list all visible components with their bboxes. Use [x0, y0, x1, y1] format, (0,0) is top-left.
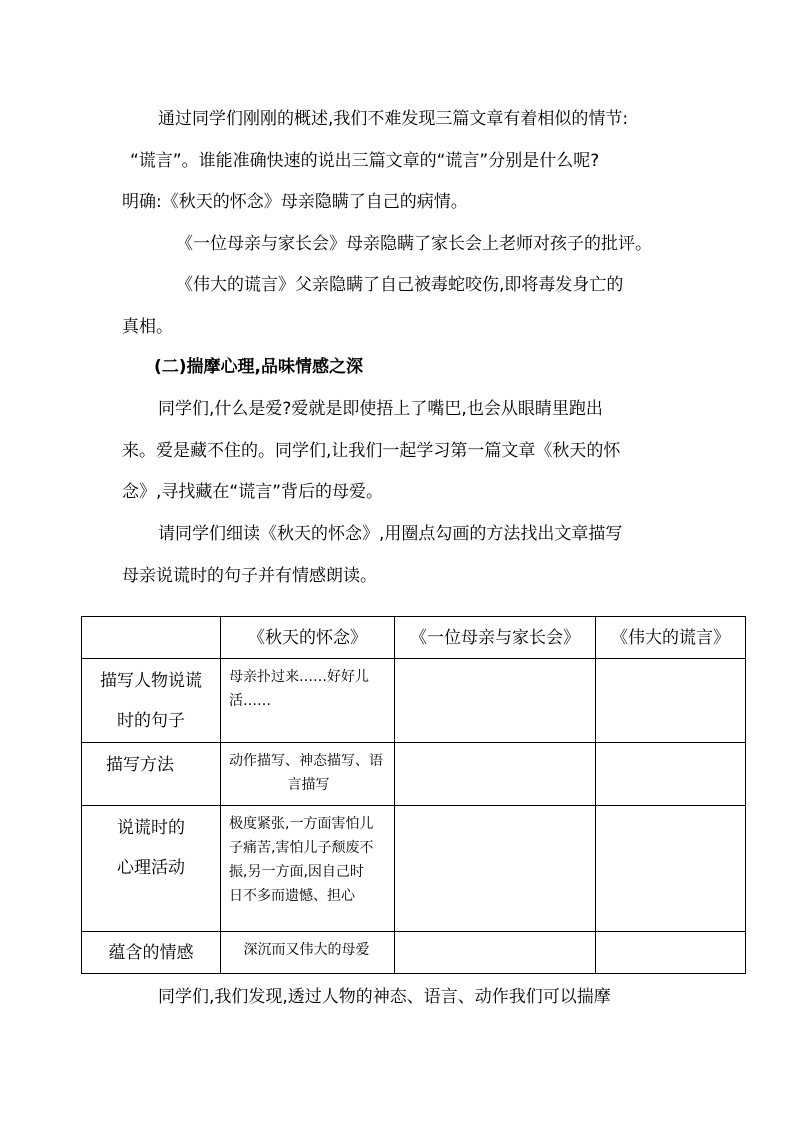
- paragraph-line: 通过同学们刚刚的概述,我们不难发现三篇文章有着相似的情节:: [158, 109, 629, 129]
- cell-line: 振,另一方面,因自己时: [229, 864, 364, 880]
- paragraph-line: “谎言”。谁能准确快速的说出三篇文章的“谎言”分别是什么呢?: [130, 151, 600, 171]
- cell-line: 子痛苦,害怕儿子颓废不: [229, 840, 374, 856]
- table-row: [82, 743, 746, 806]
- table-cell-empty: [395, 659, 596, 743]
- table-cell-empty: [596, 932, 746, 974]
- paragraph-line: 请同学们细读《秋天的怀念》,用圈点勾画的方法找出文章描写: [158, 524, 623, 544]
- table-row: [82, 932, 746, 974]
- cell-line: 活……: [229, 693, 271, 709]
- answer-line: 《一位母亲与家长会》母亲隐瞒了家长会上老师对孩子的批评。: [176, 234, 652, 254]
- table-header-cell: 《伟大的谎言》: [596, 617, 746, 659]
- cell-line: 极度紧张,一方面害怕儿: [229, 816, 374, 832]
- table-cell-empty: [596, 659, 746, 743]
- row-label: [82, 743, 221, 806]
- table-cell: [221, 743, 395, 806]
- row-label: [82, 659, 221, 743]
- answer-line: 《伟大的谎言》父亲隐瞒了自己被毒蛇咬伤,即将毒发身亡的: [176, 275, 624, 295]
- answer-line: 真相。: [122, 317, 173, 337]
- row-label-line: 蕴含的情感: [108, 943, 194, 963]
- paragraph-line: 来。爱是藏不住的。同学们,让我们一起学习第一篇文章《秋天的怀: [122, 441, 621, 461]
- table-cell-empty: [395, 806, 596, 932]
- row-label-line: 描写方法: [106, 755, 174, 775]
- table-cell-empty: [395, 743, 596, 806]
- cell-line: 动作描写、神态描写、语: [229, 753, 383, 769]
- table-row: [82, 659, 746, 743]
- table-header-cell: 《秋天的怀念》: [221, 617, 395, 659]
- paragraph-line: 同学们,什么是爱?爱就是即使捂上了嘴巴,也会从眼睛里跑出: [158, 399, 603, 419]
- row-label-line: 时的句子: [117, 711, 185, 731]
- paragraph-line: 同学们,我们发现,透过人物的神态、语言、动作我们可以揣摩: [158, 987, 611, 1007]
- table-header-cell: [82, 617, 221, 659]
- table-cell-empty: [395, 932, 596, 974]
- cell-line: 言描写: [287, 777, 330, 793]
- answer-line: 明确:《秋天的怀念》母亲隐瞒了自己的病情。: [122, 192, 468, 212]
- table-cell: [221, 806, 395, 932]
- table-cell: [221, 932, 395, 974]
- table-cell-empty: [596, 806, 746, 932]
- section-heading: (二)揣摩心理,品味情感之深: [154, 357, 363, 377]
- paragraph-line: 母亲说谎时的句子并有情感朗读。: [122, 566, 377, 586]
- cell-line: 日不多而遗憾、担心: [229, 888, 355, 904]
- table-row: [82, 806, 746, 932]
- analysis-table: [81, 616, 746, 974]
- cell-line: 深沉而又伟大的母爱: [243, 942, 370, 958]
- table-cell: [221, 659, 395, 743]
- row-label: [82, 932, 221, 974]
- table-header-cell: 《一位母亲与家长会》: [395, 617, 596, 659]
- row-label-line: 描写人物说谎: [100, 671, 202, 691]
- table-cell-empty: [596, 743, 746, 806]
- cell-line: 母亲扑过来……好好儿: [229, 669, 369, 685]
- row-label-line: 说谎时的: [117, 818, 185, 838]
- paragraph-line: 念》,寻找藏在“谎言”背后的母爱。: [122, 482, 384, 502]
- row-label: [82, 806, 221, 932]
- row-label-line: 心理活动: [117, 858, 185, 878]
- table-header-row: [82, 617, 746, 659]
